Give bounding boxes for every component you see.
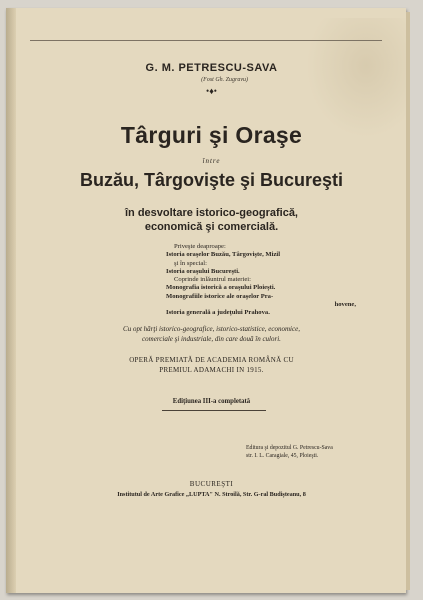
author-pseudonym: (Fost Gh. Zugravu) [201, 77, 248, 83]
contents-line: Monografiile istorice ale oraşelor Pra- [166, 292, 274, 300]
award-note [40, 356, 383, 375]
subtitle-line-1: în desvoltare istorico-geografică, [125, 207, 298, 219]
contents-list [166, 243, 356, 318]
maps-line: comerciale şi industriale, din care două în culori. [142, 334, 281, 343]
title-connector: între [202, 157, 221, 165]
printer-line: Institutul de Arte Grafice „LUPTA" N. Stroilă, Str. G-ral Budişteanu, 8 [117, 491, 306, 498]
contents-line: Priveşte deaproape: [174, 243, 226, 250]
contents-line: Monografia istorică a oraşului Ploieşti. [166, 284, 276, 292]
maps-line: Cu opt hărţi istorico-geografice, istorico-statistice, economice, [123, 325, 300, 333]
publisher-line: Editura şi depozitul G. Petrescu-Sava [246, 445, 333, 451]
award-line: PREMIUL ADAMACHI IN 1915. [159, 365, 264, 374]
contents-line: Coprinde inlăuntrul materiei: [174, 276, 251, 284]
title-line-1: Târguri şi Oraşe [120, 122, 303, 148]
imprint-city: BUCUREŞTI [189, 480, 234, 488]
contents-line: şi în special: [174, 259, 207, 267]
contents-line: hovene, [334, 301, 356, 309]
maps-note [40, 325, 383, 344]
author-name: G. M. PETRESCU-SAVA [145, 62, 278, 74]
contents-line: Istoria oraşului Bucureşti. [166, 267, 240, 275]
contents-line: Istoria oraşelor Buzău, Târgovişte, Mizil [166, 251, 281, 259]
publisher-line: str. I. L. Caragiale, 45, Ploieşti. [246, 453, 319, 459]
top-rule [30, 40, 382, 41]
paper-stain [306, 18, 406, 138]
publisher-info [246, 444, 366, 460]
edition-label: Ediţiunea III-a completată [172, 398, 251, 405]
contents-line: Istoria generală a judeţului Prahova. [166, 309, 270, 317]
subtitle-line-2: economică şi comercială. [144, 221, 279, 233]
title-line-2: Buzău, Târgovişte şi Bucureşti [79, 170, 344, 190]
edition-underline [162, 410, 266, 411]
award-line: OPERĂ PREMIATĂ DE ACADEMIA ROMÂNĂ CU [129, 356, 294, 364]
page-edge [406, 12, 410, 590]
ornament-icon: •♦• [206, 86, 217, 96]
